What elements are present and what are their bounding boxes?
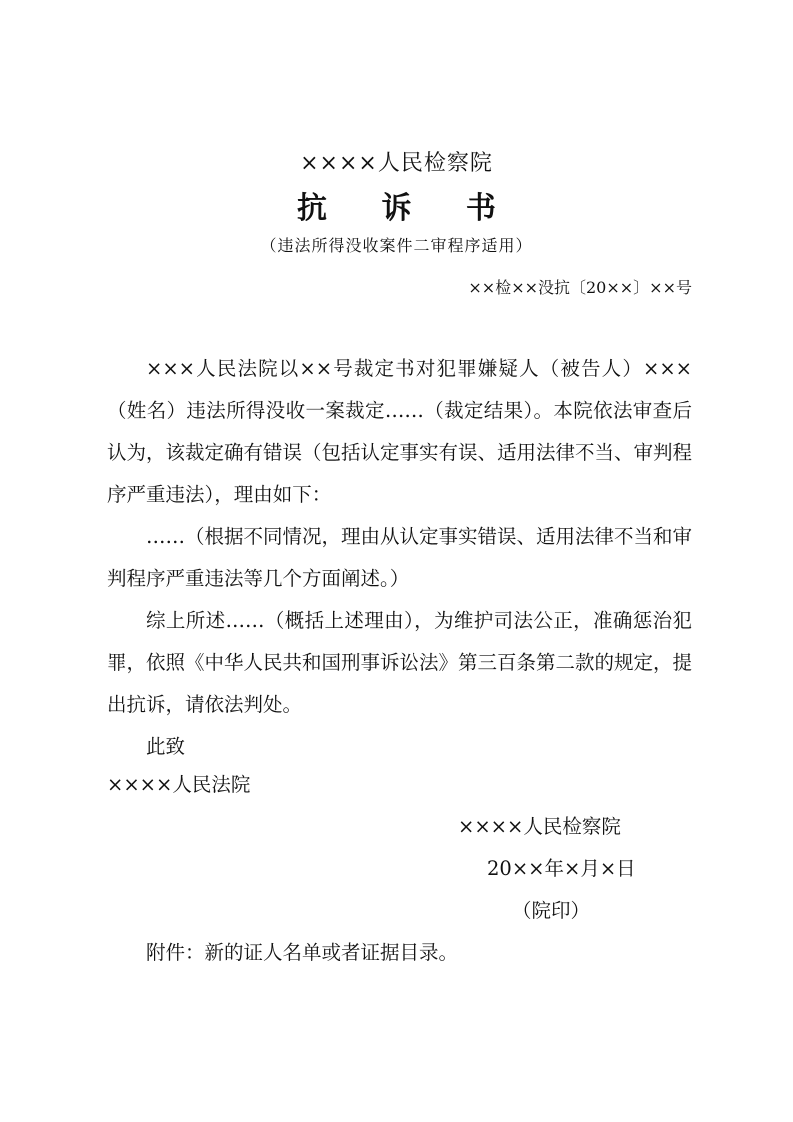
signature-organization: ××××人民检察院 [458, 815, 621, 838]
issuing-organization: ××××人民检察院 [300, 151, 493, 176]
document-body [107, 348, 692, 768]
document-number: ××检××没抗〔20××〕××号 [468, 278, 692, 297]
addressee: ××××人民法院 [107, 773, 251, 796]
signature-seal: （院印） [512, 899, 591, 922]
document-subtitle: （违法所得没收案件二审程序适用） [260, 236, 533, 255]
document-title: 抗 诉 书 [297, 191, 518, 226]
signature-date: 20××年×月×日 [487, 857, 636, 880]
body-paragraph: ……（根据不同情况，理由从认定事实错误、适用法律不当和审判程序严重违法等几个方面阐述。） [107, 525, 693, 590]
salutation: 此致 [146, 735, 186, 758]
body-paragraph: 综上所述……（概括上述理由），为维护司法公正，准确惩治犯罪，依照《中华人民共和国刑事诉讼法》第三百条第二款的规定，提出抗诉，请依法判处。 [107, 609, 693, 716]
attachment-note: 附件：新的证人名单或者证据目录。 [146, 941, 459, 964]
body-paragraph: ×××人民法院以××号裁定书对犯罪嫌疑人（被告人）×××（姓名）违法所得没收一案裁定……（裁定结果）。本院依法审查后认为，该裁定确有错误（包括认定事实有误、适用法律不当、审判程序严重违法），理由如下： [107, 357, 693, 506]
